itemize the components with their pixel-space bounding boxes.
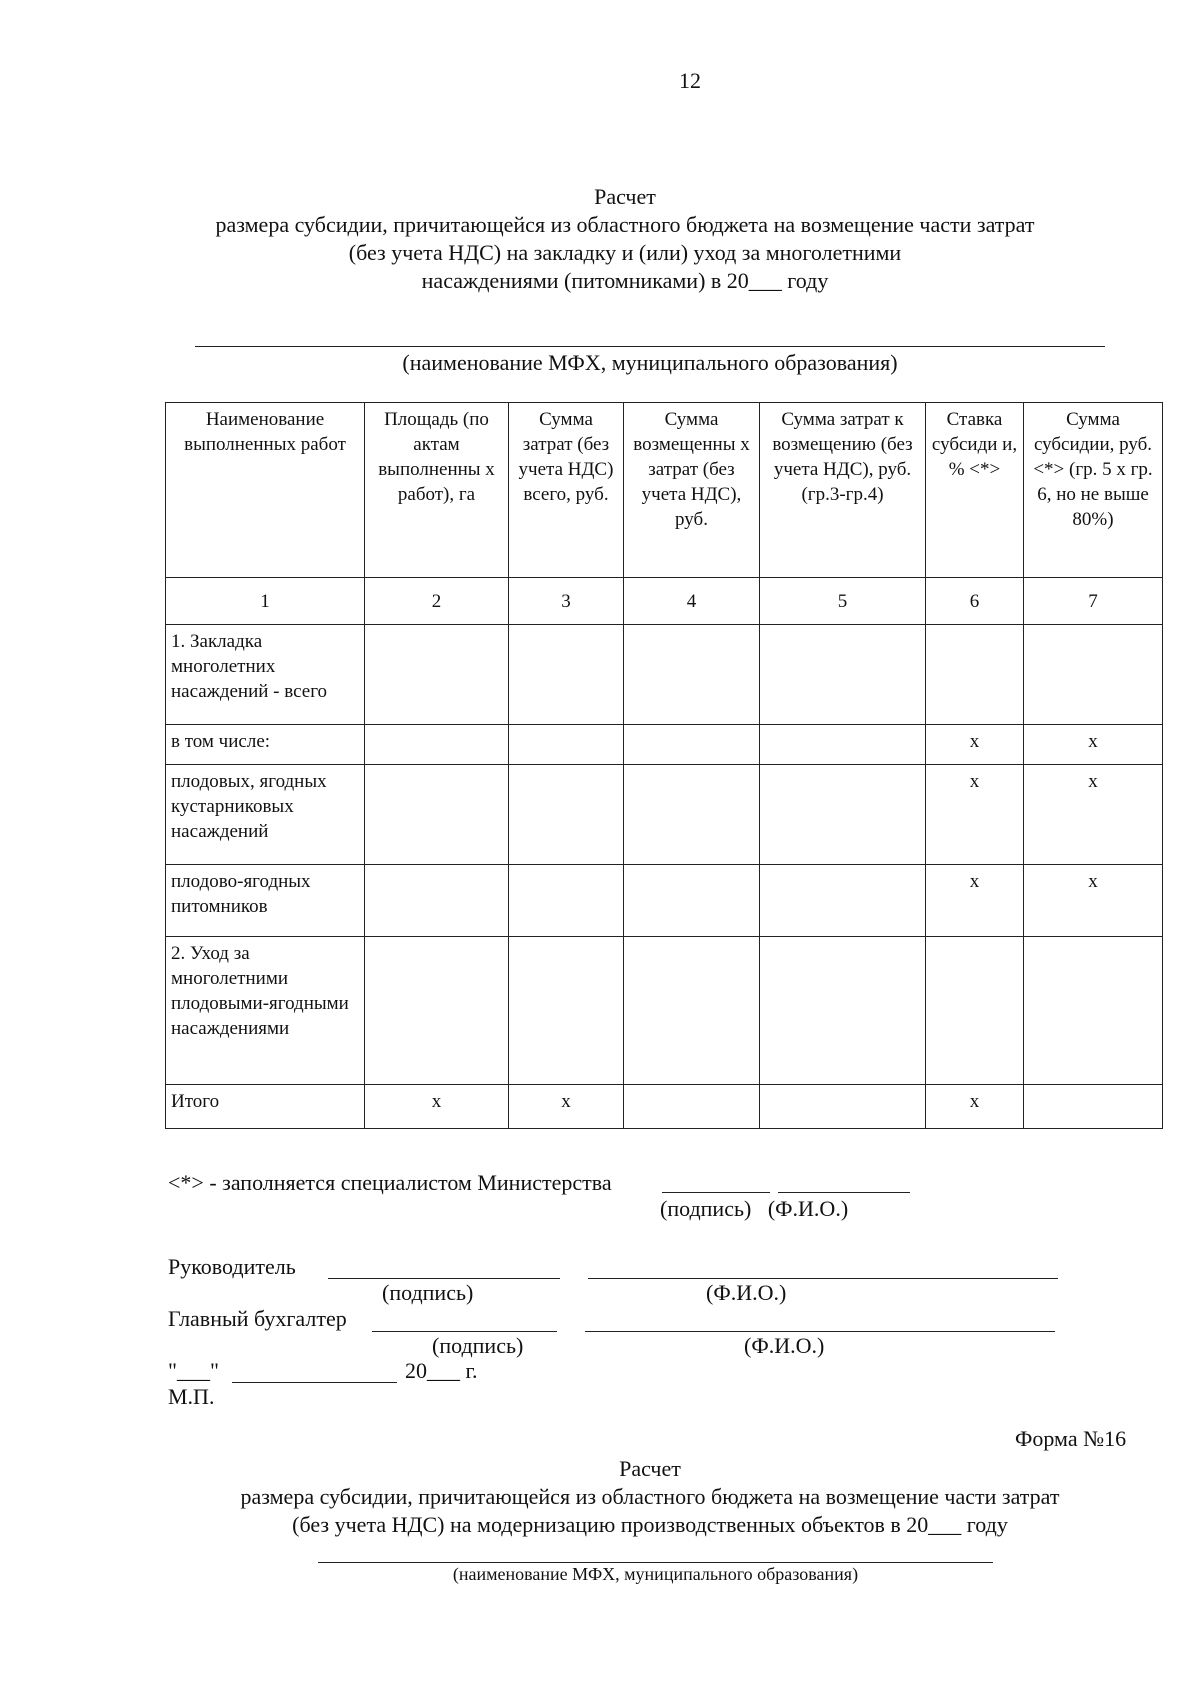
form16-title-line-1: Расчет xyxy=(619,1456,681,1481)
row-label: в том числе: xyxy=(166,725,365,765)
table-cell: х xyxy=(926,765,1024,865)
table-cell: х xyxy=(926,865,1024,937)
head-label: Руководитель xyxy=(168,1254,296,1279)
title-line-2: размера субсидии, причитающейся из областного бюджета на возмещение части затрат xyxy=(215,212,1035,237)
row-label: 1. Закладка многолетних насаждений - всего xyxy=(166,625,365,725)
table-header-row xyxy=(166,403,1163,578)
table-cell[interactable] xyxy=(365,625,509,725)
head-signature-line[interactable] xyxy=(328,1278,560,1279)
table-row xyxy=(166,625,1163,725)
header-area: Площадь (по актам выполненны х работ), га xyxy=(365,403,509,578)
row-label: Итого xyxy=(166,1085,365,1129)
table-cell: х xyxy=(926,1085,1024,1129)
column-number-row xyxy=(166,578,1163,625)
table-cell[interactable] xyxy=(509,625,624,725)
column-number: 1 xyxy=(166,578,365,625)
accountant-signature-line[interactable] xyxy=(372,1331,557,1332)
accountant-name-caption: (Ф.И.О.) xyxy=(744,1333,825,1358)
table-cell[interactable] xyxy=(760,865,926,937)
table-cell: х xyxy=(1024,765,1163,865)
date-month-line[interactable] xyxy=(232,1382,397,1383)
title-line-4: насаждениями (питомниками) в 20___ году xyxy=(421,268,829,293)
header-subsidy-rate: Ставка субсиди и, % <*> xyxy=(926,403,1024,578)
subsidy-table xyxy=(165,402,1163,1129)
column-number: 7 xyxy=(1024,578,1163,625)
title-line-1: Расчет xyxy=(594,184,656,209)
table-cell: х xyxy=(1024,725,1163,765)
column-number: 2 xyxy=(365,578,509,625)
table-row xyxy=(166,937,1163,1085)
table-row xyxy=(166,1085,1163,1129)
table-cell[interactable] xyxy=(760,625,926,725)
table-cell[interactable] xyxy=(624,865,760,937)
head-signature-caption: (подпись) xyxy=(382,1280,474,1305)
table-cell[interactable] xyxy=(926,625,1024,725)
table-cell[interactable] xyxy=(760,937,926,1085)
table-cell[interactable] xyxy=(365,765,509,865)
form16-org-caption: (наименование МФХ, муниципального образования) xyxy=(452,1564,859,1584)
table-cell[interactable] xyxy=(1024,937,1163,1085)
table-cell[interactable] xyxy=(509,725,624,765)
title-line-3: (без учета НДС) на закладку и (или) уход за многолетними xyxy=(348,240,902,265)
footnote-signature-line[interactable] xyxy=(662,1192,770,1193)
table-cell[interactable] xyxy=(760,765,926,865)
table-cell[interactable] xyxy=(509,765,624,865)
header-total-costs: Сумма затрат (без учета НДС) всего, руб. xyxy=(509,403,624,578)
table-row xyxy=(166,725,1163,765)
org-name-line[interactable] xyxy=(195,346,1105,347)
form16-title-line-2: размера субсидии, причитающейся из областного бюджета на возмещение части затрат xyxy=(240,1484,1060,1509)
header-reimbursed-costs: Сумма возмещенны х затрат (без учета НДС), руб. xyxy=(624,403,760,578)
accountant-signature-caption: (подпись) xyxy=(432,1333,524,1358)
org-caption: (наименование МФХ, муниципального образования) xyxy=(402,350,898,375)
head-name-caption: (Ф.И.О.) xyxy=(706,1280,787,1305)
head-name-line[interactable] xyxy=(588,1278,1058,1279)
column-number: 4 xyxy=(624,578,760,625)
table-cell[interactable] xyxy=(1024,1085,1163,1129)
footnote: <*> - заполняется специалистом Министерства xyxy=(168,1170,612,1195)
table-row xyxy=(166,765,1163,865)
header-work-name: Наименование выполненных работ xyxy=(166,403,365,578)
table-cell[interactable] xyxy=(624,1085,760,1129)
table-cell[interactable] xyxy=(365,937,509,1085)
table-cell[interactable] xyxy=(624,625,760,725)
table-cell[interactable] xyxy=(760,725,926,765)
table-cell[interactable] xyxy=(624,725,760,765)
column-number: 3 xyxy=(509,578,624,625)
row-label: плодово-ягодных питомников xyxy=(166,865,365,937)
table-cell: х xyxy=(509,1085,624,1129)
date-prefix: "___" xyxy=(168,1358,219,1383)
table-cell[interactable] xyxy=(1024,625,1163,725)
row-label: плодовых, ягодных кустарниковых насаждений xyxy=(166,765,365,865)
accountant-label: Главный бухгалтер xyxy=(168,1306,347,1331)
table-cell[interactable] xyxy=(760,1085,926,1129)
table-cell[interactable] xyxy=(365,725,509,765)
table-cell[interactable] xyxy=(509,937,624,1085)
row-label: 2. Уход за многолетними плодовыми-ягодными насаждениями xyxy=(166,937,365,1085)
stamp-label: М.П. xyxy=(168,1384,215,1409)
table-cell[interactable] xyxy=(926,937,1024,1085)
table-cell[interactable] xyxy=(365,865,509,937)
date-suffix: 20___ г. xyxy=(405,1358,478,1383)
page-number: 12 xyxy=(679,68,701,93)
table-cell: х xyxy=(365,1085,509,1129)
header-subsidy-amount: Сумма субсидии, руб. <*> (гр. 5 х гр. 6, но не выше 80%) xyxy=(1024,403,1163,578)
form16-title xyxy=(150,1455,1150,1539)
table-cell[interactable] xyxy=(624,765,760,865)
form16-org-name-line[interactable] xyxy=(318,1562,993,1563)
table-cell[interactable] xyxy=(624,937,760,1085)
accountant-name-line[interactable] xyxy=(585,1331,1055,1332)
table-row xyxy=(166,865,1163,937)
document-title xyxy=(150,183,1100,295)
table-cell: х xyxy=(1024,865,1163,937)
form16-title-line-3: (без учета НДС) на модернизацию производственных объектов в 20___ году xyxy=(292,1512,1008,1537)
column-number: 5 xyxy=(760,578,926,625)
footnote-caption: (подпись) (Ф.И.О.) xyxy=(660,1196,849,1221)
table-cell[interactable] xyxy=(509,865,624,937)
column-number: 6 xyxy=(926,578,1024,625)
footnote-name-line[interactable] xyxy=(778,1192,910,1193)
form-number: Форма №16 xyxy=(1015,1426,1127,1451)
header-costs-to-reimburse: Сумма затрат к возмещению (без учета НДС), руб. (гр.3-гр.4) xyxy=(760,403,926,578)
table-cell: х xyxy=(926,725,1024,765)
